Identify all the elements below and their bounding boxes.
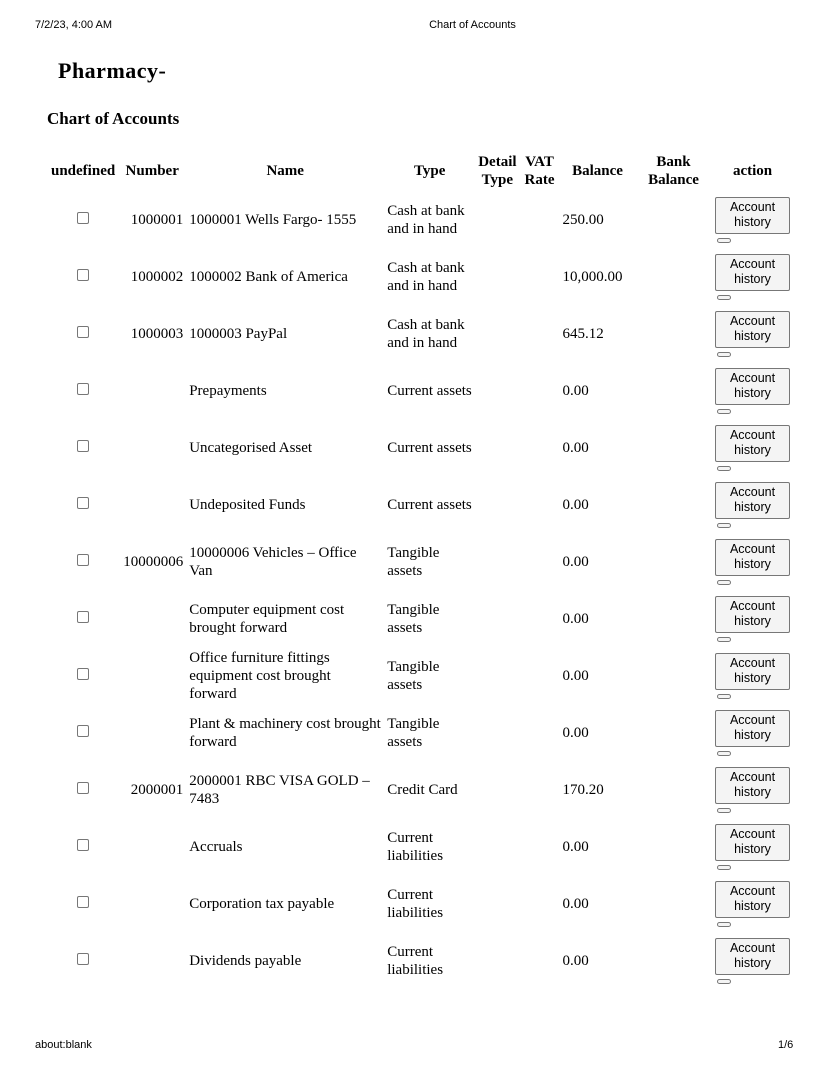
row-select-checkbox[interactable] xyxy=(77,326,89,338)
col-vat-rate: VAT Rate xyxy=(524,154,555,188)
account-bank-balance xyxy=(637,306,711,361)
row-select-checkbox[interactable] xyxy=(77,782,89,794)
account-type: Tangible assets xyxy=(387,715,440,750)
account-type: Current liabilities xyxy=(387,943,444,978)
row-actions xyxy=(713,933,793,988)
row-menu-button[interactable] xyxy=(717,580,731,585)
account-number xyxy=(119,933,185,988)
account-bank-balance xyxy=(637,192,711,247)
account-history-button[interactable]: Account history xyxy=(715,596,790,633)
table-header-row xyxy=(49,152,793,190)
account-balance: 0.00 xyxy=(562,553,589,570)
account-type: Current assets xyxy=(387,382,472,399)
account-detail-type xyxy=(476,192,518,247)
account-type: Cash at bank and in hand xyxy=(387,202,465,237)
row-actions xyxy=(713,420,793,475)
account-name: 1000002 Bank of America xyxy=(189,268,348,285)
row-actions xyxy=(713,249,793,304)
account-name: Office furniture fittings equipment cost brought forward xyxy=(189,649,331,702)
account-number: 2000001 xyxy=(130,781,184,798)
account-bank-balance xyxy=(637,420,711,475)
print-title: Chart of Accounts xyxy=(429,19,516,31)
account-number xyxy=(119,363,185,418)
account-balance: 0.00 xyxy=(562,382,589,399)
account-name: Prepayments xyxy=(189,382,267,399)
account-name: 1000001 Wells Fargo- 1555 xyxy=(189,211,357,228)
row-actions xyxy=(713,591,793,646)
account-balance: 10,000.00 xyxy=(562,268,623,285)
row-select-checkbox[interactable] xyxy=(77,725,89,737)
account-vat-rate xyxy=(521,648,559,703)
account-detail-type xyxy=(476,420,518,475)
row-actions xyxy=(713,306,793,361)
col-number: Number xyxy=(125,163,179,179)
account-history-button[interactable]: Account history xyxy=(715,425,790,462)
account-detail-type xyxy=(476,876,518,931)
table-row xyxy=(49,420,793,475)
account-history-button[interactable]: Account history xyxy=(715,653,790,690)
row-menu-button[interactable] xyxy=(717,865,731,870)
account-detail-type xyxy=(476,933,518,988)
account-type: Tangible assets xyxy=(387,544,440,579)
col-type: Type xyxy=(414,163,446,179)
account-history-button[interactable]: Account history xyxy=(715,482,790,519)
row-menu-button[interactable] xyxy=(717,751,731,756)
account-balance: 250.00 xyxy=(562,211,604,228)
row-menu-button[interactable] xyxy=(717,295,731,300)
account-type: Current assets xyxy=(387,496,472,513)
account-bank-balance xyxy=(637,876,711,931)
row-select-cell xyxy=(49,762,117,817)
account-detail-type xyxy=(476,306,518,361)
account-history-button[interactable]: Account history xyxy=(715,254,790,291)
account-number: 1000002 xyxy=(130,268,184,285)
account-vat-rate xyxy=(521,819,559,874)
row-select-cell xyxy=(49,705,117,760)
row-actions xyxy=(713,363,793,418)
account-bank-balance xyxy=(637,819,711,874)
account-balance: 645.12 xyxy=(562,325,604,342)
row-menu-button[interactable] xyxy=(717,694,731,699)
account-detail-type xyxy=(476,705,518,760)
account-name: Corporation tax payable xyxy=(189,895,335,912)
row-menu-button[interactable] xyxy=(717,238,731,243)
account-history-button[interactable]: Account history xyxy=(715,368,790,405)
col-name: Name xyxy=(266,163,304,179)
row-select-cell xyxy=(49,363,117,418)
account-detail-type xyxy=(476,591,518,646)
row-actions xyxy=(713,762,793,817)
row-actions xyxy=(713,477,793,532)
row-actions xyxy=(713,192,793,247)
account-name: Accruals xyxy=(189,838,243,855)
col-balance: Balance xyxy=(572,163,623,179)
account-bank-balance xyxy=(637,933,711,988)
account-detail-type xyxy=(476,249,518,304)
account-name: Plant & machinery cost brought forward xyxy=(189,715,381,750)
account-number xyxy=(119,420,185,475)
row-actions xyxy=(713,648,793,703)
account-vat-rate xyxy=(521,534,559,589)
row-actions xyxy=(713,819,793,874)
account-detail-type xyxy=(476,363,518,418)
row-select-checkbox[interactable] xyxy=(77,896,89,908)
account-history-button[interactable]: Account history xyxy=(715,197,790,234)
row-menu-button[interactable] xyxy=(717,409,731,414)
account-number xyxy=(119,477,185,532)
account-type: Tangible assets xyxy=(387,601,440,636)
account-type: Tangible assets xyxy=(387,658,440,693)
row-select-checkbox[interactable] xyxy=(77,269,89,281)
row-select-checkbox[interactable] xyxy=(77,383,89,395)
account-vat-rate xyxy=(521,420,559,475)
account-detail-type xyxy=(476,762,518,817)
account-detail-type xyxy=(476,534,518,589)
account-history-button[interactable]: Account history xyxy=(715,881,790,918)
table-row xyxy=(49,705,793,760)
account-detail-type xyxy=(476,819,518,874)
page-title: Chart of Accounts xyxy=(47,109,180,128)
row-actions xyxy=(713,876,793,931)
table-row xyxy=(49,192,793,247)
col-select: undefined xyxy=(51,163,116,179)
account-number: 10000006 xyxy=(123,553,184,570)
table-row xyxy=(49,648,793,703)
print-url: about:blank xyxy=(35,1039,92,1051)
account-number: 1000003 xyxy=(130,325,184,342)
col-action: action xyxy=(732,163,773,179)
row-actions xyxy=(713,534,793,589)
row-select-cell xyxy=(49,933,117,988)
row-select-checkbox[interactable] xyxy=(77,611,89,623)
row-select-cell xyxy=(49,819,117,874)
account-name: Computer equipment cost brought forward xyxy=(189,601,345,636)
row-menu-button[interactable] xyxy=(717,808,731,813)
account-bank-balance xyxy=(637,762,711,817)
account-history-button[interactable]: Account history xyxy=(715,767,790,804)
row-select-cell xyxy=(49,534,117,589)
row-select-cell xyxy=(49,192,117,247)
account-name: Undeposited Funds xyxy=(189,496,306,513)
account-balance: 0.00 xyxy=(562,952,589,969)
account-number xyxy=(119,648,185,703)
account-vat-rate xyxy=(521,249,559,304)
row-select-checkbox[interactable] xyxy=(77,668,89,680)
account-detail-type xyxy=(476,648,518,703)
account-vat-rate xyxy=(521,876,559,931)
account-name: Dividends payable xyxy=(189,952,302,969)
account-bank-balance xyxy=(637,534,711,589)
row-menu-button[interactable] xyxy=(717,922,731,927)
table-row xyxy=(49,933,793,988)
row-select-checkbox[interactable] xyxy=(77,839,89,851)
print-datetime: 7/2/23, 4:00 AM xyxy=(35,19,113,31)
col-bank-balance: Bank Balance xyxy=(648,154,699,188)
account-balance: 0.00 xyxy=(562,838,589,855)
account-number xyxy=(119,591,185,646)
account-history-button[interactable]: Account history xyxy=(715,938,790,975)
table-row xyxy=(49,591,793,646)
account-balance: 170.20 xyxy=(562,781,604,798)
account-balance: 0.00 xyxy=(562,724,589,741)
account-vat-rate xyxy=(521,306,559,361)
account-detail-type xyxy=(476,477,518,532)
row-select-cell xyxy=(49,648,117,703)
row-select-checkbox[interactable] xyxy=(77,212,89,224)
account-type: Credit Card xyxy=(387,781,458,798)
row-menu-button[interactable] xyxy=(717,979,731,984)
account-number xyxy=(119,876,185,931)
account-vat-rate xyxy=(521,363,559,418)
account-type: Current assets xyxy=(387,439,472,456)
account-history-button[interactable]: Account history xyxy=(715,710,790,747)
account-vat-rate xyxy=(521,705,559,760)
col-detail-type: Detail Type xyxy=(478,154,517,188)
account-bank-balance xyxy=(637,249,711,304)
row-select-cell xyxy=(49,876,117,931)
table-row xyxy=(49,762,793,817)
row-select-cell xyxy=(49,420,117,475)
account-name: 10000006 Vehicles – Office Van xyxy=(189,544,357,579)
account-vat-rate xyxy=(521,591,559,646)
account-bank-balance xyxy=(637,477,711,532)
account-balance: 0.00 xyxy=(562,667,589,684)
row-select-cell xyxy=(49,477,117,532)
account-bank-balance xyxy=(637,648,711,703)
account-balance: 0.00 xyxy=(562,439,589,456)
row-select-checkbox[interactable] xyxy=(77,953,89,965)
account-history-button[interactable]: Account history xyxy=(715,824,790,861)
account-bank-balance xyxy=(637,705,711,760)
row-select-checkbox[interactable] xyxy=(77,497,89,509)
table-row xyxy=(49,306,793,361)
row-actions xyxy=(713,705,793,760)
account-type: Current liabilities xyxy=(387,886,444,921)
account-balance: 0.00 xyxy=(562,610,589,627)
account-vat-rate xyxy=(521,477,559,532)
print-page-number: 1/6 xyxy=(778,1039,794,1051)
account-vat-rate xyxy=(521,933,559,988)
account-history-button[interactable]: Account history xyxy=(715,539,790,576)
table-row xyxy=(49,819,793,874)
account-vat-rate xyxy=(521,762,559,817)
row-menu-button[interactable] xyxy=(717,352,731,357)
account-bank-balance xyxy=(637,591,711,646)
account-number xyxy=(119,705,185,760)
row-select-checkbox[interactable] xyxy=(77,440,89,452)
account-type: Current liabilities xyxy=(387,829,444,864)
accounts-table xyxy=(47,150,795,990)
account-number xyxy=(119,819,185,874)
account-number: 1000001 xyxy=(130,211,184,228)
table-row xyxy=(49,249,793,304)
account-balance: 0.00 xyxy=(562,496,589,513)
row-select-checkbox[interactable] xyxy=(77,554,89,566)
account-name: Uncategorised Asset xyxy=(189,439,313,456)
row-menu-button[interactable] xyxy=(717,523,731,528)
account-balance: 0.00 xyxy=(562,895,589,912)
account-name: 2000001 RBC VISA GOLD – 7483 xyxy=(189,772,370,807)
row-select-cell xyxy=(49,591,117,646)
row-select-cell xyxy=(49,249,117,304)
account-name: 1000003 PayPal xyxy=(189,325,288,342)
row-menu-button[interactable] xyxy=(717,637,731,642)
row-select-cell xyxy=(49,306,117,361)
account-bank-balance xyxy=(637,363,711,418)
table-row xyxy=(49,477,793,532)
table-row xyxy=(49,534,793,589)
account-type: Cash at bank and in hand xyxy=(387,259,465,294)
account-vat-rate xyxy=(521,192,559,247)
row-menu-button[interactable] xyxy=(717,466,731,471)
account-history-button[interactable]: Account history xyxy=(715,311,790,348)
table-row xyxy=(49,876,793,931)
company-name: Pharmacy- xyxy=(58,58,167,83)
table-row xyxy=(49,363,793,418)
account-type: Cash at bank and in hand xyxy=(387,316,465,351)
